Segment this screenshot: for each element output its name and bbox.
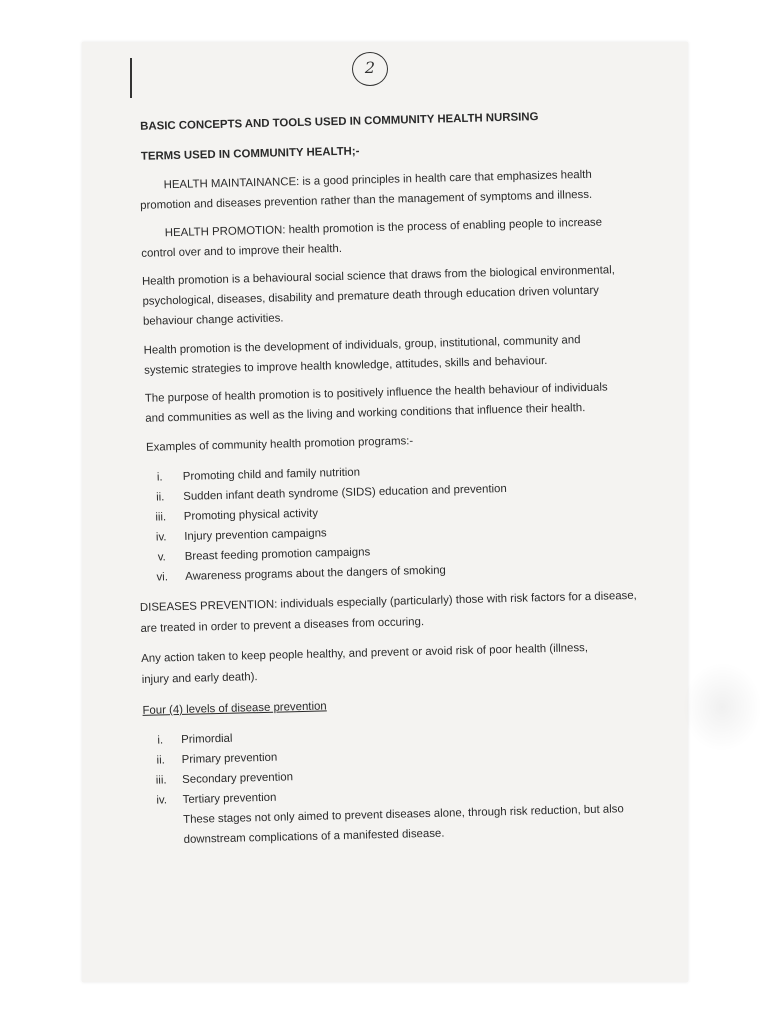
page-number: 2 (352, 52, 388, 86)
list-item-number: iv. (156, 794, 168, 807)
list-item-number: i. (156, 471, 163, 484)
list-item: Injury prevention campaigns (184, 527, 327, 543)
levels-heading: Four (4) levels of disease prevention (142, 700, 327, 717)
health-promotion-line1: HEALTH PROMOTION: health promotion is the process of enabling people to increase (164, 216, 603, 240)
document-page (82, 42, 688, 982)
paragraph1-line1: Health promotion is a behavioural social science that draws from the biological environmental, (141, 264, 615, 288)
list-item-number: iii. (155, 511, 167, 524)
list-item-number: vi. (156, 571, 169, 584)
disease-prevention-line2: are treated in order to prevent a diseases from occuring. (140, 616, 425, 635)
paragraph4-line1: Any action taken to keep people healthy, and prevent or avoid risk of poor health (illness, (141, 642, 589, 665)
list-item: Promoting child and family nutrition (182, 466, 361, 483)
health-promotion-line2: control over and to improve their health. (141, 242, 343, 260)
list-item-number: ii. (156, 754, 165, 767)
list-item: Breast feeding promotion campaigns (184, 546, 371, 563)
paragraph3-line1: The purpose of health promotion is to positively influence the health behaviour of individuals (144, 381, 608, 405)
list-item-number: ii. (156, 491, 165, 504)
list-item: Tertiary prevention (182, 791, 277, 806)
disease-prevention-line1: DISEASES PREVENTION: individuals especially (particularly) those with risk factors for a disease, (139, 589, 637, 614)
list-item: Sudden infant death syndrome (SIDS) education and prevention (183, 482, 507, 503)
list-item-number: i. (157, 734, 164, 747)
health-maintenance-line2: promotion and diseases prevention rather than the management of symptoms and illness. (140, 188, 593, 212)
list-item-number: iii. (155, 774, 167, 787)
paragraph2-line2: systemic strategies to improve health knowledge, attitudes, skills and behaviour. (144, 354, 548, 377)
examples-heading: Examples of community health promotion programs:- (145, 435, 414, 454)
list-item-number: iv. (155, 531, 167, 544)
closing-line2: downstream complications of a manifested disease. (183, 827, 445, 846)
document-title: BASIC CONCEPTS AND TOOLS USED IN COMMUNITY HEALTH NURSING (140, 111, 539, 133)
paragraph2-line1: Health promotion is the development of individuals, group, institutional, community and (143, 334, 581, 357)
list-item: Promoting physical activity (183, 507, 319, 523)
paragraph4-line2: injury and early death). (141, 671, 258, 686)
list-item-number: v. (157, 551, 166, 564)
paragraph3-line2: and communities as well as the living and working conditions that influence their health. (145, 402, 586, 425)
list-item: Primary prevention (181, 751, 278, 766)
list-item: Primordial (181, 732, 233, 746)
health-maintenance-line1: HEALTH MAINTAINANCE: is a good principles in health care that emphasizes health (163, 168, 592, 192)
paragraph1-line2: psychological, diseases, disability and premature death through education driven voluntary (142, 284, 600, 308)
section-heading: TERMS USED IN COMMUNITY HEALTH;- (140, 145, 360, 163)
closing-line1: These stages not only aimed to prevent diseases alone, through risk reduction, but also (183, 803, 624, 826)
list-item: Awareness programs about the dangers of smoking (185, 564, 446, 583)
list-item: Secondary prevention (182, 771, 294, 786)
paragraph1-line3: behaviour change activities. (142, 312, 284, 328)
document-body (72, 35, 701, 990)
